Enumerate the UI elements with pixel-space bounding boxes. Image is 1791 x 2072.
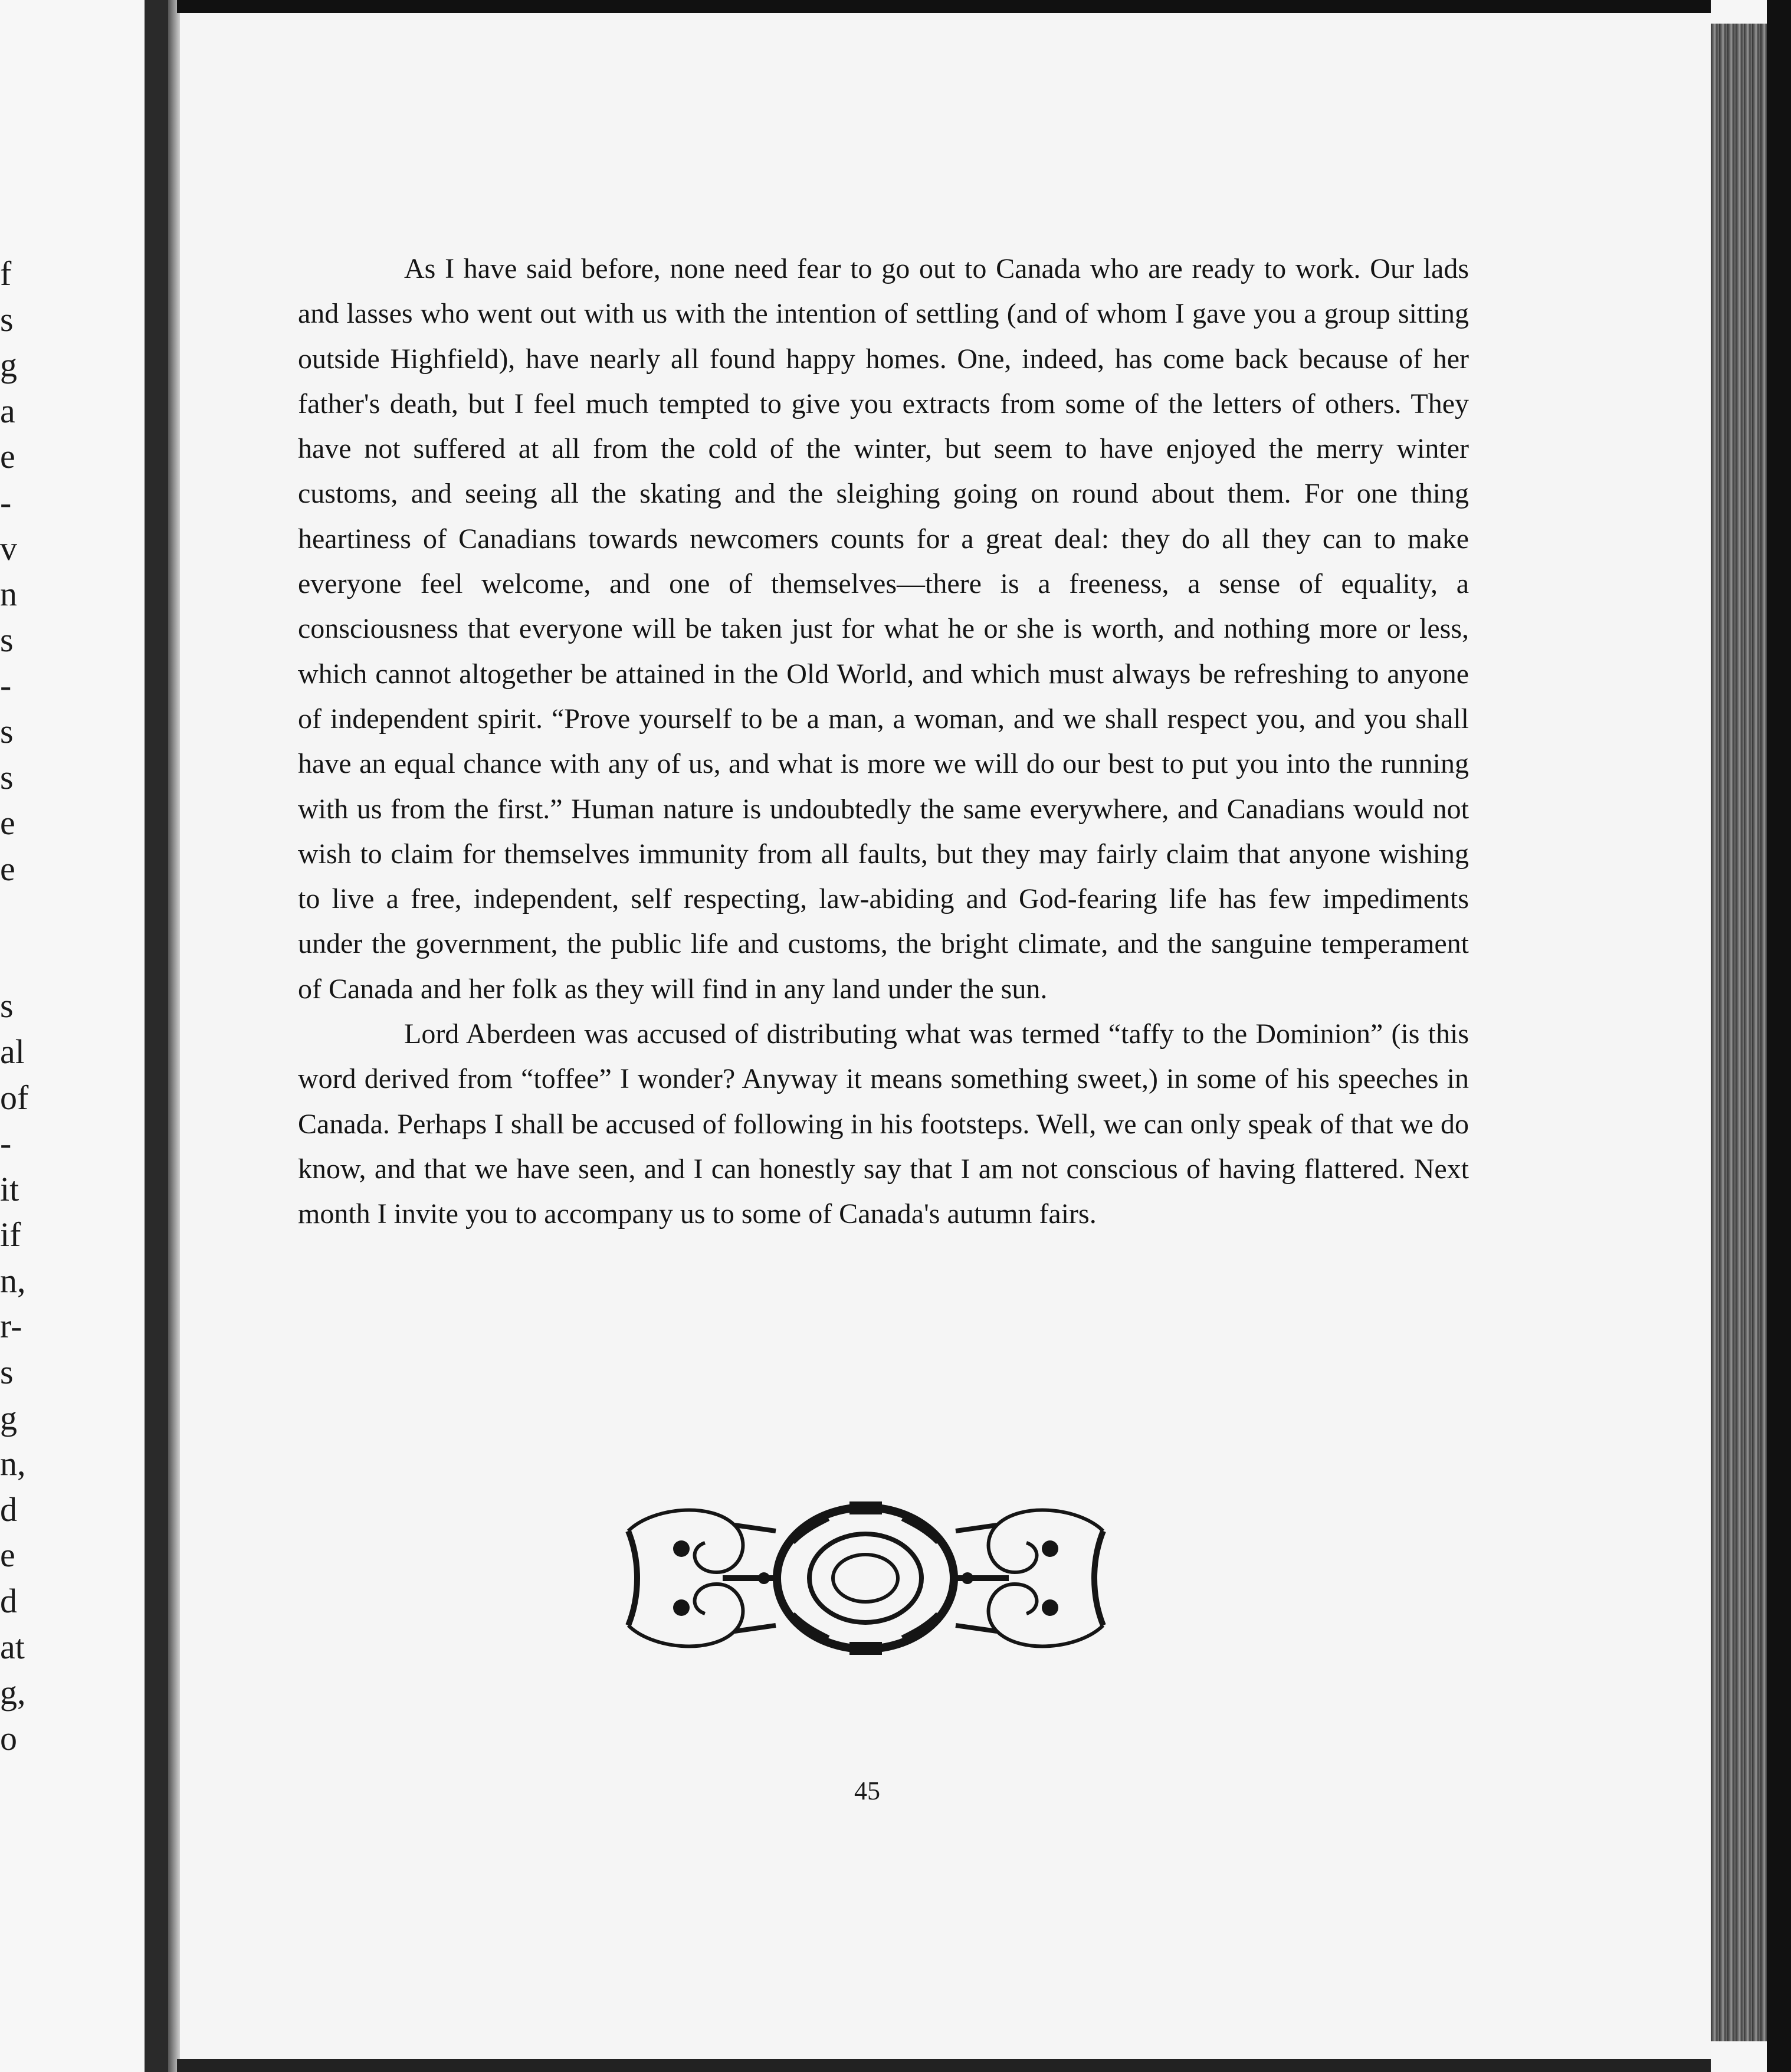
fragment-gap	[0, 891, 24, 983]
fragment-line: -	[0, 483, 12, 522]
gutter-shadow	[168, 0, 180, 2072]
fragment-line: d	[0, 1582, 17, 1621]
fragment-line: v	[0, 529, 17, 568]
page-number: 45	[854, 1776, 880, 1805]
fragment-line: of	[0, 1078, 29, 1117]
fragment-line: s	[0, 300, 14, 339]
fragment-line: if	[0, 1215, 21, 1254]
fragment-line: s	[0, 1353, 14, 1392]
fragment-line: e	[0, 1536, 15, 1575]
facing-page-text-fragments	[0, 251, 29, 1761]
fragment-line: n,	[0, 1261, 26, 1300]
scan-border-right	[1767, 0, 1791, 2072]
fragment-line: d	[0, 1490, 17, 1529]
fragment-line: it	[0, 1169, 19, 1208]
fragment-line: g	[0, 346, 17, 385]
fragment-line: n,	[0, 1444, 26, 1483]
facing-page-left	[0, 0, 145, 2072]
paragraph: As I have said before, none need fear to go out to Canada who are ready to work. Our lads and lasses who went out with us with the intention of settling (and of whom I gave you a group sitting outside Highfield), have nearly all found happy homes. One, indeed, has come back because of her father's death, but I feel much tempted to give you extracts from some of the letters of others. They have not suffered at all from the cold of the winter, but seem to have enjoyed the merry winter customs, and seeing all the skating and the sleighing going on round about them. For one thing heartiness of Canadians towards newcomers counts for a great deal: they do all they can to make everyone feel welcome, and one of themselves—there is a freeness, a sense of equality, a consciousness that everyone will be taken just for what he or she is worth, and nothing more or less, which cannot altogether be attained in the Old World, and which must always be refreshing to anyone of independent spirit. “Prove yourself to be a man, a woman, and we shall respect you, and you shall have an equal chance with any of us, and what is more we will do our best to put you into the running with us from the first.” Human nature is undoubtedly the same everywhere, and Canadians would not wish to claim for themselves immunity from all faults, but they may fairly claim that anyone wishing to live a free, independent, self respecting, law-abiding and God-fearing life has few impediments under the government, the public life and customs, the bright climate, and the sanguine temperament of Canada and her folk as they will find in any land under the sun.	[298, 253, 1469, 1005]
fragment-line: f	[0, 254, 12, 293]
fragment-line: g,	[0, 1673, 26, 1712]
fragment-line: r-	[0, 1307, 22, 1346]
fragment-line: at	[0, 1627, 25, 1666]
page-edge-stack	[1711, 24, 1767, 2041]
paragraph: Lord Aberdeen was accused of distributing what was termed “taffy to the Dominion” (is this word derived from “toffee” I wonder? Anyway it means something sweet,) in some of his speeches in Canada. Perhaps I shall be accused of following in his footsteps. Well, we can only speak of that we do know, and that we have seen, and I can honestly say that I am not conscious of having flattered. Next month I invite you to accompany us to some of Canada's autumn fairs.	[298, 1018, 1469, 1230]
fragment-line: e	[0, 437, 15, 476]
fragment-line: a	[0, 391, 15, 430]
fragment-line: e	[0, 804, 15, 842]
fragment-line: s	[0, 620, 14, 659]
fragment-line: n	[0, 575, 17, 614]
fragment-line: g	[0, 1398, 17, 1437]
fragment-line: -	[0, 666, 12, 705]
fragment-line: s	[0, 986, 14, 1025]
page-bottom-edge	[177, 2059, 1711, 2072]
fragment-line: s	[0, 712, 14, 750]
page-top-edge	[177, 0, 1711, 13]
decorative-ornament-icon	[616, 1496, 1115, 1661]
fragment-line: al	[0, 1032, 25, 1071]
fragment-line: o	[0, 1719, 17, 1758]
fragment-line: -	[0, 1124, 12, 1163]
body-text	[298, 247, 1469, 1237]
fragment-line: e	[0, 849, 15, 888]
fragment-line: s	[0, 758, 14, 796]
